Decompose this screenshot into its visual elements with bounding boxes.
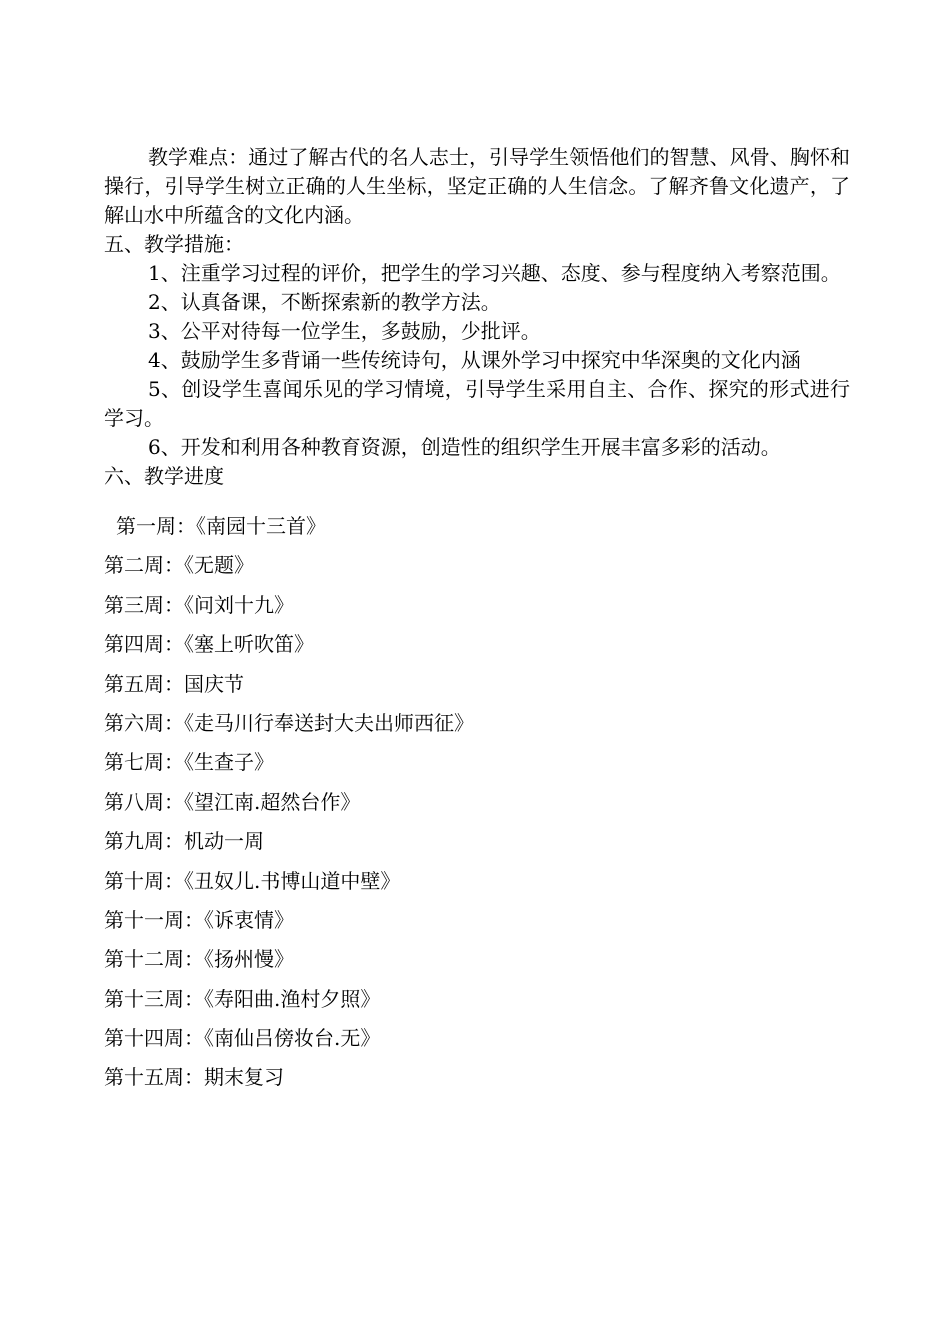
teaching-schedule-list xyxy=(104,512,850,1103)
schedule-week-item: 第一周：《南园十三首》 xyxy=(116,514,326,538)
schedule-week-item: 第十二周：《扬州慢》 xyxy=(104,947,294,972)
schedule-week-item: 第十三周：《寿阳曲.渔村夕照》 xyxy=(104,986,381,1011)
schedule-week-item: 第六周：《走马川行奉送封大夫出师西征》 xyxy=(104,710,474,735)
section-heading-teaching-measures: 五、教学措施： xyxy=(104,232,244,256)
schedule-week-item: 第七周：《生查子》 xyxy=(104,750,274,775)
section-heading-teaching-schedule: 六、教学进度 xyxy=(104,464,224,488)
schedule-week-item: 第八周：《望江南.超然台作》 xyxy=(104,789,361,814)
teaching-difficulty-paragraph: 教学难点：通过了解古代的名人志士，引导学生领悟他们的智慧、风骨、胸怀和操行，引导学生树立正确的人生坐标，坚定正确的人生信念。了解齐鲁文化遗产，了解山水中所蕴含的文化内涵。 xyxy=(104,145,850,227)
measure-item-4: 4、鼓励学生多背诵一些传统诗句，从课外学习中探究中华深奥的文化内涵 xyxy=(148,348,801,372)
schedule-week-item: 第二周：《无题》 xyxy=(104,553,254,578)
schedule-week-item: 第十四周：《南仙吕傍妆台.无》 xyxy=(104,1026,381,1051)
schedule-week-item: 第四周：《塞上听吹笛》 xyxy=(104,632,314,657)
schedule-week-item: 第五周：国庆节 xyxy=(104,671,244,696)
schedule-week-item: 第九周：机动一周 xyxy=(104,829,264,854)
measure-item-6: 6、开发和利用各种教育资源，创造性的组织学生开展丰富多彩的活动。 xyxy=(148,435,781,459)
schedule-week-item: 第十一周：《诉衷情》 xyxy=(104,907,294,932)
measure-item-1: 1、注重学习过程的评价，把学生的学习兴趣、态度、参与程度纳入考察范围。 xyxy=(148,261,841,285)
measure-item-2: 2、认真备课，不断探索新的教学方法。 xyxy=(148,290,501,314)
schedule-week-item: 第十周：《丑奴儿.书博山道中壁》 xyxy=(104,868,401,893)
measure-item-5: 5、创设学生喜闻乐见的学习情境，引导学生采用自主、合作、探究的形式进行学习。 xyxy=(104,377,850,430)
measure-item-3: 3、公平对待每一位学生，多鼓励，少批评。 xyxy=(148,319,541,343)
body-text xyxy=(104,143,850,491)
schedule-week-item: 第三周：《问刘十九》 xyxy=(104,592,294,617)
schedule-week-item: 第十五周：期末复习 xyxy=(104,1065,284,1090)
